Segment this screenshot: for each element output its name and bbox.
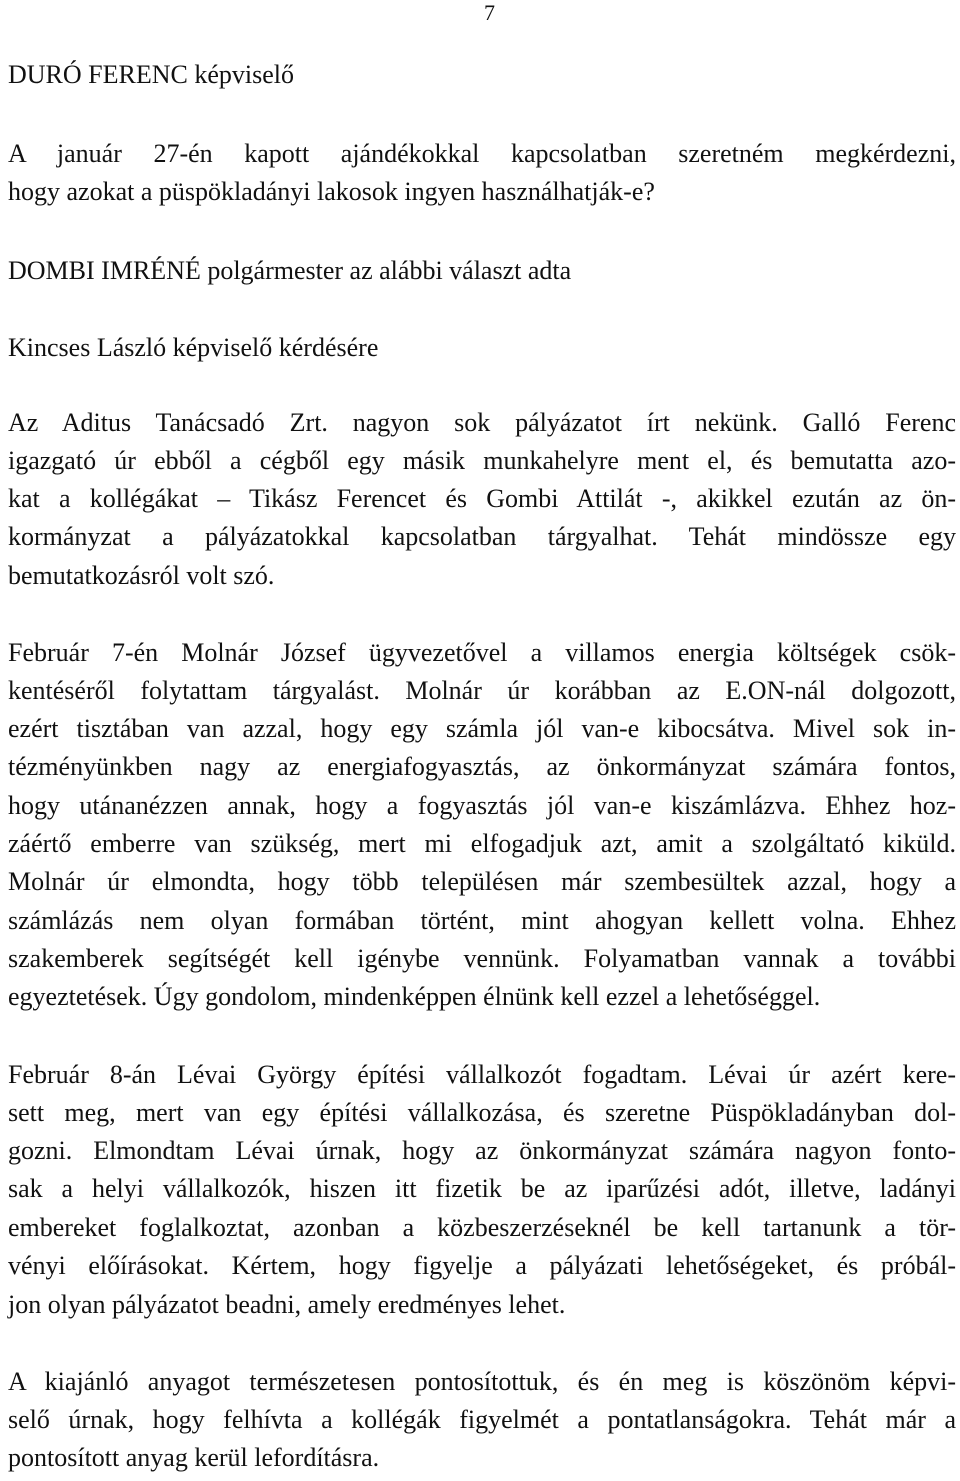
question-line: A január 27-én kapott ajándékokkal kapcsolatban szeretném megkérdezni, xyxy=(8,139,956,168)
paragraph-line: embereket foglalkoztat, azonban a közbeszerzéseknél be kell tartanunk a tör- xyxy=(8,1213,956,1242)
paragraph-line: kormányzat a pályázatokkal kapcsolatban tárgyalhat. Tehát mindössze egy xyxy=(8,522,956,551)
paragraph-line: egyeztetések. Úgy gondolom, mindenképpen élnünk kell ezzel a lehetőséggel. xyxy=(8,982,821,1011)
paragraph-line: szakemberek segítségét kell igénybe vennünk. Folyamatban vannak a további xyxy=(8,944,956,973)
paragraph-line: ezért tisztában van azzal, hogy egy számla jól van-e kibocsátva. Mivel sok in- xyxy=(8,714,956,743)
paragraph-line: Molnár úr elmondta, hogy több településen már szembesültek azzal, hogy a xyxy=(8,867,956,896)
paragraph-line: gozni. Elmondtam Lévai úrnak, hogy az önkormányzat számára nagyon fonto- xyxy=(8,1136,956,1165)
paragraph-line: A kiajánló anyagot természetesen pontosítottuk, és én meg is köszönöm képvi- xyxy=(8,1367,956,1396)
paragraph-line: pontosított anyag kerül lefordításra. xyxy=(8,1443,380,1472)
paragraph-line: bemutatkozásról volt szó. xyxy=(8,561,275,590)
paragraph-line: vényi előírásokat. Kértem, hogy figyelje a pályázati lehetőségeket, és próbál- xyxy=(8,1251,956,1280)
paragraph-line: záértő emberre van szükség, mert mi elfogadjuk azt, amit a szolgáltató kiküld. xyxy=(8,829,956,858)
paragraph-line: sak a helyi vállalkozók, hiszen itt fizetik be az iparűzési adót, illetve, ladányi xyxy=(8,1174,956,1203)
paragraph-line: kentéséről folytattam tárgyalást. Molnár úr korábban az E.ON-nál dolgozott, xyxy=(8,676,956,705)
question-line: hogy azokat a püspökladányi lakosok ingyen használhatják-e? xyxy=(8,177,655,206)
paragraph-line: selő úrnak, hogy felhívta a kollégák figyelmét a pontatlanságokra. Tehát már a xyxy=(8,1405,956,1434)
speaker-name: DOMBI IMRÉNÉ polgármester az alábbi választ adta xyxy=(8,256,572,285)
speaker-name: DURÓ FERENC képviselő xyxy=(8,60,294,89)
paragraph-line: Az Aditus Tanácsadó Zrt. nagyon sok pályázatot írt nekünk. Galló Ferenc xyxy=(8,408,956,437)
paragraph-line: számlázás nem olyan formában történt, mint ahogyan kellett volna. Ehhez xyxy=(8,906,956,935)
paragraph-line: hogy utánanézzen annak, hogy a fogyasztás jól van-e kiszámlázva. Ehhez hoz- xyxy=(8,791,956,820)
page-number: 7 xyxy=(484,0,495,25)
paragraph-line: kat a kollégákat – Tikász Ferencet és Gombi Attilát -, akikkel ezután az ön- xyxy=(8,484,956,513)
reply-heading: Kincses László képviselő kérdésére xyxy=(8,333,379,362)
paragraph-line: tézményünkben nagy az energiafogyasztás, az önkormányzat számára fontos, xyxy=(8,752,956,781)
paragraph-line: jon olyan pályázatot beadni, amely eredményes lehet. xyxy=(8,1290,566,1319)
paragraph-line: Február 8-án Lévai György építési vállalkozót fogadtam. Lévai úr azért kere- xyxy=(8,1060,956,1089)
paragraph-line: Február 7-én Molnár József ügyvezetővel a villamos energia költségek csök- xyxy=(8,638,956,667)
paragraph-line: igazgató úr ebből a cégből egy másik munkahelyre ment el, és bemutatta azo- xyxy=(8,446,956,475)
paragraph-line: sett meg, mert van egy építési vállalkozása, és szeretne Püspökladányban dol- xyxy=(8,1098,956,1127)
